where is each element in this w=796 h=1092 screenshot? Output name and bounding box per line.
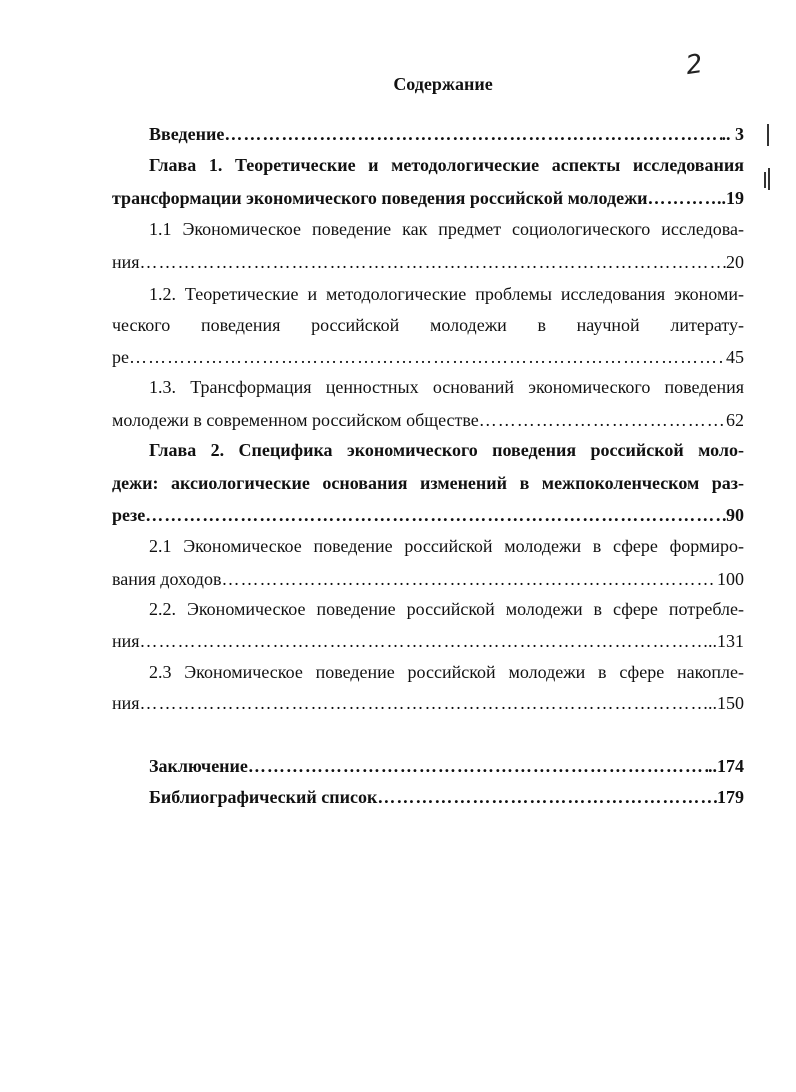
toc-label: молодежи в современном российском обществе xyxy=(112,410,479,430)
toc-leader xyxy=(377,783,717,811)
page-title: Содержание xyxy=(393,74,493,94)
toc-label: ния xyxy=(112,693,140,713)
toc-leader xyxy=(140,248,726,276)
toc-entry-section-2-2[interactable]: 2.2. Экономическое поведение российской молодежи в сфере потребле- xyxy=(149,599,744,619)
toc-entry-conclusion[interactable] xyxy=(112,752,744,780)
toc-label: ния xyxy=(112,252,140,272)
toc-entry-section-1-2-cont[interactable]: ческого поведения российской молодежи в научной литерату- xyxy=(112,315,744,335)
toc-entry-chapter-1-cont[interactable] xyxy=(112,184,744,212)
toc-label: ре xyxy=(112,347,129,367)
toc-page: 20 xyxy=(726,252,744,272)
toc-entry-section-1-3-cont[interactable] xyxy=(112,406,744,434)
margin-mark xyxy=(768,168,770,190)
page-number: 2 xyxy=(683,48,705,82)
toc-entry-bibliography[interactable] xyxy=(112,783,744,811)
toc-page: ..174 xyxy=(708,756,744,776)
toc-entry-section-2-1[interactable]: 2.1 Экономическое поведение российской молодежи в сфере формиро- xyxy=(149,536,744,556)
toc-page: 62 xyxy=(726,410,744,430)
margin-mark xyxy=(764,172,766,188)
toc-entry-chapter-2-cont[interactable]: дежи: аксиологические основания изменений в межпоколенческом раз- xyxy=(112,473,744,493)
toc-entry-chapter-2-end[interactable] xyxy=(112,501,744,529)
toc-label: Библиографический список xyxy=(149,787,378,807)
toc-page: ..19 xyxy=(717,188,744,208)
toc-label: Заключение xyxy=(149,756,248,776)
toc-entry-chapter-1[interactable]: Глава 1. Теоретические и методологические аспекты исследования xyxy=(149,155,744,175)
toc-entry-section-2-3[interactable]: 2.3 Экономическое поведение российской молодежи в сфере накопле- xyxy=(149,662,744,682)
toc-label: Введение xyxy=(149,124,225,144)
toc-leader xyxy=(224,120,721,148)
toc-page: 45 xyxy=(726,347,744,367)
toc-leader xyxy=(129,343,726,371)
margin-mark xyxy=(767,124,769,146)
toc-leader xyxy=(140,689,708,717)
toc-entry-section-1-1-cont[interactable] xyxy=(112,248,744,276)
toc-label: резе xyxy=(112,505,146,525)
toc-entry-section-2-1-cont[interactable] xyxy=(112,565,744,593)
toc-page: .. 3 xyxy=(721,124,744,144)
toc-page: 90 xyxy=(726,505,744,525)
toc-entry-section-1-3[interactable]: 1.3. Трансформация ценностных оснований экономического поведения xyxy=(149,377,744,397)
toc-entry-section-1-1[interactable]: 1.1 Экономическое поведение как предмет социологического исследова- xyxy=(149,219,744,239)
toc-page: ..131 xyxy=(708,631,744,651)
toc-label: вания доходов xyxy=(112,569,222,589)
toc-leader xyxy=(140,627,708,655)
toc-entry-section-1-2[interactable]: 1.2. Теоретические и методологические проблемы исследования экономи- xyxy=(149,284,744,304)
toc-entry-intro[interactable] xyxy=(112,120,744,148)
toc-entry-section-2-2-cont[interactable] xyxy=(112,627,744,655)
toc-leader xyxy=(479,406,726,434)
toc-page: 179 xyxy=(717,787,744,807)
toc-entry-section-1-2-end[interactable] xyxy=(112,343,744,371)
toc-leader xyxy=(648,184,718,212)
toc-leader xyxy=(248,752,708,780)
toc-entry-chapter-2[interactable]: Глава 2. Специфика экономического поведения российской моло- xyxy=(149,440,744,460)
toc-entry-section-2-3-cont[interactable] xyxy=(112,689,744,717)
toc-label: трансформации экономического поведения российской молодежи xyxy=(112,188,648,208)
toc-page: 100 xyxy=(717,569,744,589)
toc-leader xyxy=(221,565,717,593)
toc-leader xyxy=(145,501,726,529)
toc-page: ..150 xyxy=(708,693,744,713)
toc-label: ния xyxy=(112,631,140,651)
